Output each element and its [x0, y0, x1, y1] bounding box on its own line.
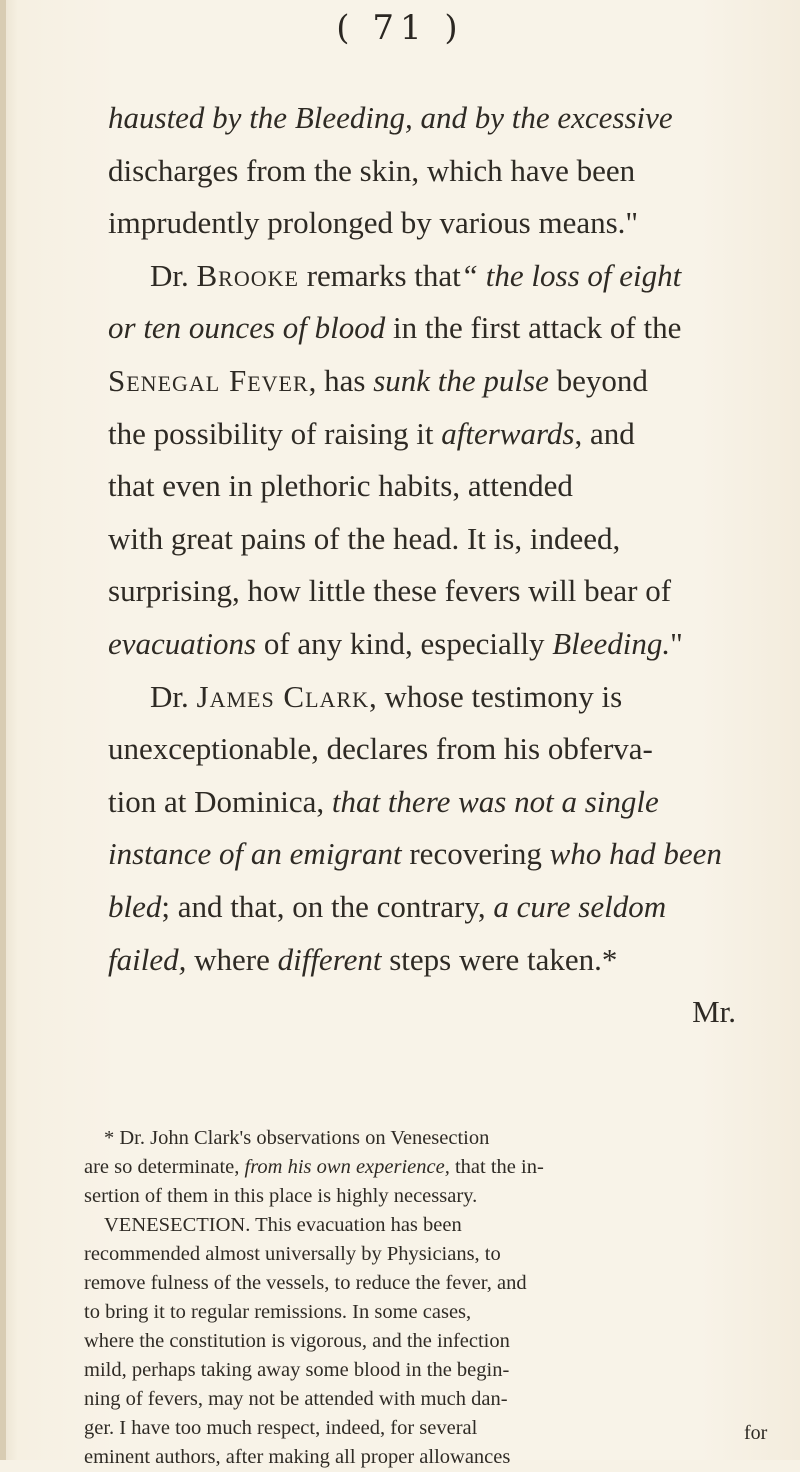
- quote-italic: failed,: [108, 941, 187, 977]
- line: with great pains of the head. It is, indeed,: [108, 520, 621, 556]
- section-heading: VENESECTION.: [104, 1214, 251, 1236]
- quote-italic: different: [277, 941, 382, 977]
- text-run: of any kind, especially: [256, 625, 553, 661]
- text-run: ": [670, 625, 683, 661]
- text-run: the possibility of raising it: [108, 415, 442, 451]
- footnote-line: recommended almost universally by Physicians, to: [84, 1243, 501, 1265]
- text-run: that the in-: [449, 1156, 544, 1178]
- text-run: , has: [308, 362, 374, 398]
- text-run: beyond: [548, 362, 648, 398]
- footnote-catchword: for: [744, 1422, 768, 1444]
- quote-italic: bled: [108, 888, 162, 924]
- footnote-line: where the constitution is vigorous, and the infection: [84, 1330, 510, 1352]
- paragraph-1: [108, 92, 788, 250]
- page-spine-edge: [0, 0, 6, 1460]
- catchword: Mr.: [692, 994, 736, 1030]
- quote-italic: that there was not a single: [331, 783, 659, 819]
- text-run: This evacuation has been: [250, 1214, 462, 1236]
- footnote-line: ning of fevers, may not be attended with much dan-: [84, 1388, 508, 1410]
- text-run: , and: [574, 415, 635, 451]
- text-run: tion at Dominica,: [108, 783, 332, 819]
- text-run: , whose testimony is: [369, 678, 623, 714]
- paragraph-2: [108, 250, 788, 671]
- text-run: steps were taken.*: [381, 941, 618, 977]
- quote-italic: evacuations: [108, 625, 257, 661]
- text-run: Dr.: [150, 678, 197, 714]
- footnote-line: to bring it to regular remissions. In some cases,: [84, 1301, 472, 1323]
- line: that even in plethoric habits, attended: [108, 468, 573, 504]
- footnote-line: * Dr. John Clark's observations on Venesection: [104, 1127, 490, 1149]
- text-run: Dr.: [150, 257, 197, 293]
- disease-name: Senegal Fever: [108, 362, 309, 398]
- footnote-line: ger. I have too much respect, indeed, for several: [84, 1417, 478, 1439]
- author-name: Brooke: [196, 257, 299, 293]
- text-run: recovering: [401, 836, 550, 872]
- main-text: [108, 92, 788, 1039]
- footnote-line: mild, perhaps taking away some blood in the begin-: [84, 1359, 510, 1381]
- footnote-line: sertion of them in this place is highly necessary.: [84, 1185, 478, 1207]
- quote-italic: from his own experience,: [244, 1156, 450, 1178]
- quote-italic: who had been: [549, 836, 722, 872]
- text-run: remarks that: [298, 257, 461, 293]
- quote-italic: Bleeding.: [552, 625, 671, 661]
- quote-italic: a cure seldom: [493, 888, 667, 924]
- text-run: ; and that, on the contrary,: [161, 888, 494, 924]
- quote-italic: or ten ounces of blood: [108, 310, 386, 346]
- footnote-line: remove fulness of the vessels, to reduce the fever, and: [84, 1272, 527, 1294]
- text-run: in the first attack of the: [385, 310, 682, 346]
- line: discharges from the skin, which have been: [108, 152, 636, 188]
- line: hausted by the Bleeding, and by the excessive: [108, 100, 673, 135]
- quote-italic: sunk the pulse: [373, 362, 549, 398]
- paragraph-3: [108, 671, 788, 1039]
- quote-italic: “ the loss of eight: [460, 257, 682, 293]
- author-name: James Clark: [196, 678, 370, 714]
- line: unexceptionable, declares from his obferva-: [108, 731, 653, 767]
- page-number: ( 71 ): [336, 8, 464, 48]
- text-run: where: [186, 941, 278, 977]
- quote-italic: instance of an emigrant: [108, 836, 402, 872]
- line: surprising, how little these fevers will bear of: [108, 573, 672, 609]
- line: imprudently prolonged by various means.": [108, 205, 639, 241]
- quote-italic: afterwards: [441, 415, 575, 451]
- footnote-line: eminent authors, after making all proper allowances: [84, 1446, 511, 1468]
- footnote: [84, 1124, 784, 1472]
- text-run: are so determinate,: [84, 1156, 245, 1178]
